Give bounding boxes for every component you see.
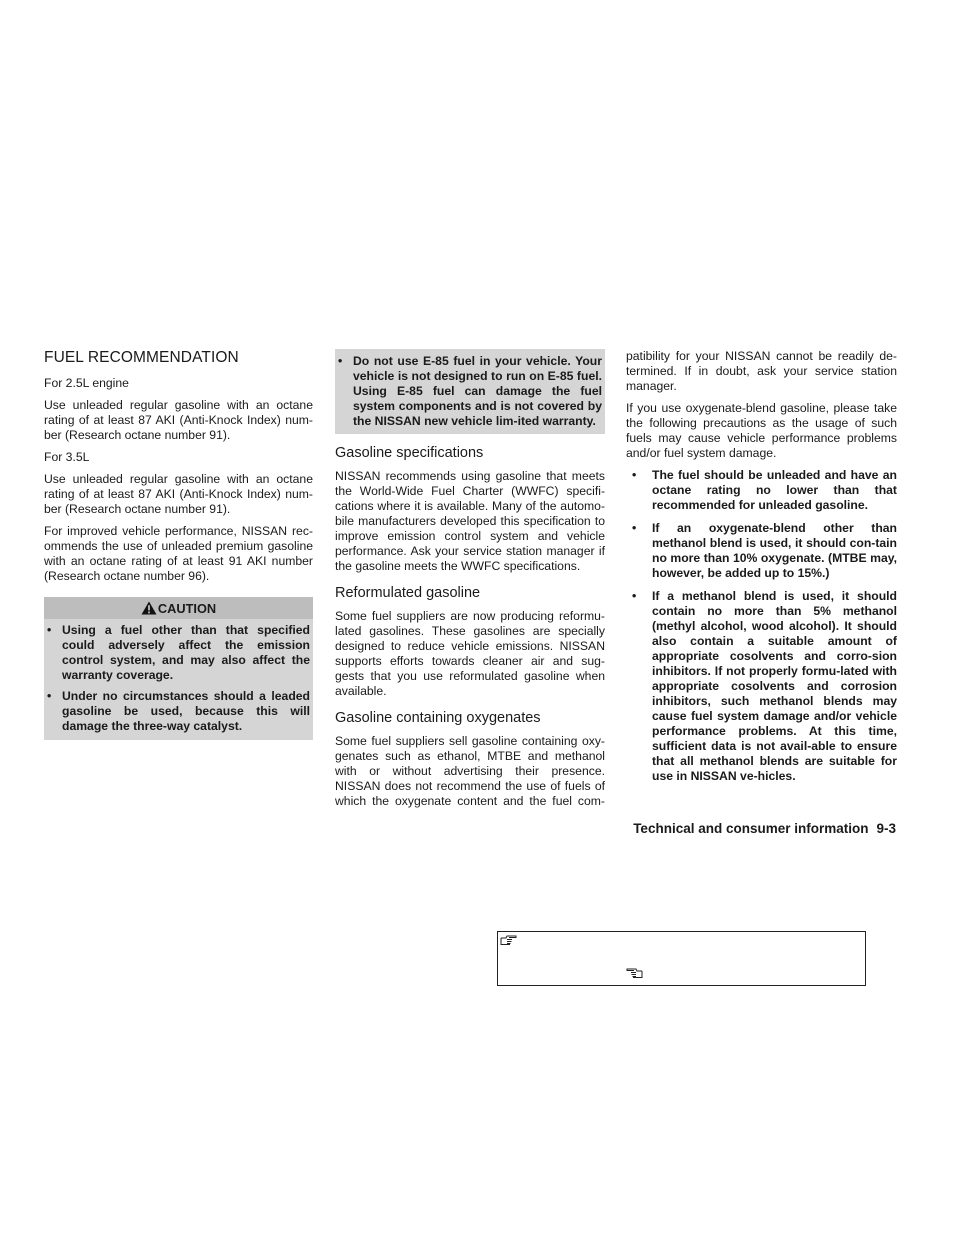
paragraph-compatibility: patibility for your NISSAN cannot be readily de-termined. If in doubt, ask your service station manager. bbox=[626, 349, 897, 393]
paragraph-specifications: NISSAN recommends using gasoline that meets the World-Wide Fuel Charter (WWFC) specifi-cations where it is available. Many of the automo-bile manufacturers developed this specification to improve emission control system and vehicle performance. Ask your service station manager if the gasoline meets the WWFC specifications. bbox=[335, 469, 605, 573]
caution-header bbox=[44, 597, 313, 619]
bullet-icon: • bbox=[632, 468, 637, 482]
column-middle bbox=[335, 349, 605, 816]
bullet-icon: • bbox=[632, 521, 637, 535]
page-number: 9-3 bbox=[876, 821, 896, 836]
list-item: • The fuel should be unleaded and have an octane rating no lower than that recommended for unleaded gasoline. bbox=[632, 468, 897, 512]
heading-reformulated-gasoline: Reformulated gasoline bbox=[335, 585, 481, 601]
e85-warning-box bbox=[335, 349, 605, 434]
reference-box bbox=[497, 931, 866, 986]
column-right bbox=[626, 349, 897, 792]
list-item: • If an oxygenate-blend other than methanol blend is used, it should con-tain no more than 10% oxygenate. (MTBE may, however, be added up to 15%.) bbox=[632, 521, 897, 580]
bullet-icon: • bbox=[47, 689, 52, 703]
pointing-hand-left-icon bbox=[625, 967, 643, 979]
heading-gasoline-specifications: Gasoline specifications bbox=[335, 445, 484, 461]
e85-warning-list bbox=[338, 354, 602, 429]
column-left bbox=[44, 347, 313, 740]
bullet-icon: • bbox=[47, 623, 52, 637]
caution-box bbox=[44, 597, 313, 740]
pointing-hand-right-icon bbox=[500, 934, 518, 946]
paragraph-premium: For improved vehicle performance, NISSAN rec-ommends the use of unleaded premium gasoline with an octane rating of at least 91 AKI number (Research octane number 96). bbox=[44, 524, 313, 583]
page-footer bbox=[633, 821, 896, 836]
paragraph-3-5-fuel: Use unleaded regular gasoline with an octane rating of at least 87 AKI (Anti-Knock Index) num-ber (Research octane number 91). bbox=[44, 472, 313, 516]
bullet-icon: • bbox=[338, 354, 343, 368]
paragraph-precautions: If you use oxygenate-blend gasoline, please take the following precautions as the usage of such fuels may cause vehicle performance problems and/or fuel system damage. bbox=[626, 401, 897, 460]
engine-label-2-5: For 2.5L engine bbox=[44, 376, 129, 390]
section-title: FUEL RECOMMENDATION bbox=[44, 349, 239, 366]
paragraph-reformulated: Some fuel suppliers are now producing reformu-lated gasolines. These gasolines are specially designed to reduce vehicle emissions. NISSAN supports efforts towards cleaner air and sug-gests that you use reformulated gasoline when available. bbox=[335, 609, 605, 698]
caution-label: CAUTION bbox=[157, 600, 217, 616]
list-item: • Under no circumstances should a leaded gasoline be used, because this will damage the three-way catalyst. bbox=[47, 689, 310, 733]
caution-list bbox=[47, 623, 310, 734]
list-item: • Do not use E-85 fuel in your vehicle. Your vehicle is not designed to run on E-85 fuel. Using E-85 fuel can damage the fuel system components and is not covered by the NISSAN new vehicle lim-ited warranty. bbox=[338, 354, 602, 428]
engine-label-3-5: For 3.5L bbox=[44, 450, 90, 464]
warning-triangle-icon bbox=[141, 601, 157, 615]
precaution-list bbox=[626, 468, 897, 784]
bullet-icon: • bbox=[632, 589, 637, 603]
list-item: • If a methanol blend is used, it should contain no more than 5% methanol (methyl alcohol, wood alcohol). It should also contain a suitable amount of appropriate cosolvents and corro-sion inhibitors. If not properly formu-lated with appropriate cosolvents and corrosion inhibitors, such methanol blends may cause fuel system damage and/or vehicle performance problems. At this time, sufficient data is not avail-able to ensure that all methanol blends are suitable for use in NISSAN ve-hicles. bbox=[632, 589, 897, 783]
list-item: • Using a fuel other than that specified could adversely affect the emission control system, and may also affect the warranty coverage. bbox=[47, 623, 310, 682]
paragraph-oxygenates: Some fuel suppliers sell gasoline containing oxy-genates such as ethanol, MTBE and methanol with or without advertising their presence. NISSAN does not recommend the use of fuels of which the oxygenate content and the fuel com- bbox=[335, 734, 605, 808]
heading-oxygenates: Gasoline containing oxygenates bbox=[335, 710, 541, 726]
footer-section-title: Technical and consumer information bbox=[633, 821, 869, 836]
paragraph-2-5-fuel: Use unleaded regular gasoline with an octane rating of at least 87 AKI (Anti-Knock Index) num-ber (Research octane number 91). bbox=[44, 398, 313, 442]
